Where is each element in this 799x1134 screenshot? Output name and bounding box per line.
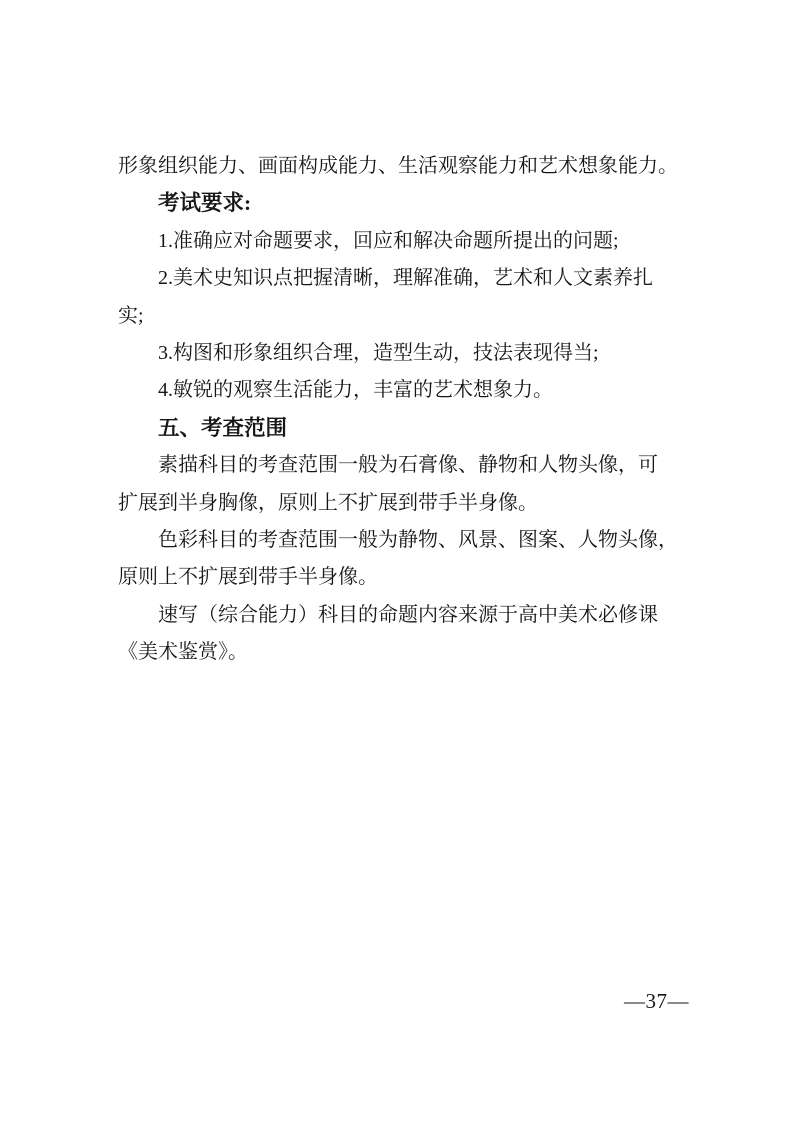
text-line: 2.美术史知识点把握清晰，理解准确，艺术和人文素养扎 (158, 267, 653, 290)
text-line: 实; (118, 304, 144, 327)
text-line: 1.准确应对命题要求，回应和解决命题所提出的问题; (158, 229, 619, 252)
text-line: 原则上不扩展到带手半身像。 (118, 566, 378, 589)
section-heading-exam-scope: 五、考查范围 (158, 415, 288, 440)
text-line: 素描科目的考查范围一般为石膏像、静物和人物头像，可 (158, 454, 658, 477)
text-line: 形象组织能力、画面构成能力、生活观察能力和艺术想象能力。 (118, 155, 678, 177)
document-text-block (118, 148, 684, 671)
page-number: —37— (624, 989, 689, 1013)
text-line: 速写（综合能力）科目的命题内容来源于高中美术必修课 (158, 603, 658, 626)
text-line: 3.构图和形象组织合理，造型生动，技法表现得当; (158, 341, 599, 364)
text-line: 色彩科目的考查范围一般为静物、风景、图案、人物头像， (158, 528, 678, 551)
text-line: 扩展到半身胸像，原则上不扩展到带手半身像。 (118, 491, 538, 514)
text-line: 《美术鉴赏》。 (118, 641, 248, 664)
text-line: 4.敏锐的观察生活能力，丰富的艺术想象力。 (158, 379, 553, 402)
section-heading-exam-requirements: 考试要求: (158, 191, 252, 216)
